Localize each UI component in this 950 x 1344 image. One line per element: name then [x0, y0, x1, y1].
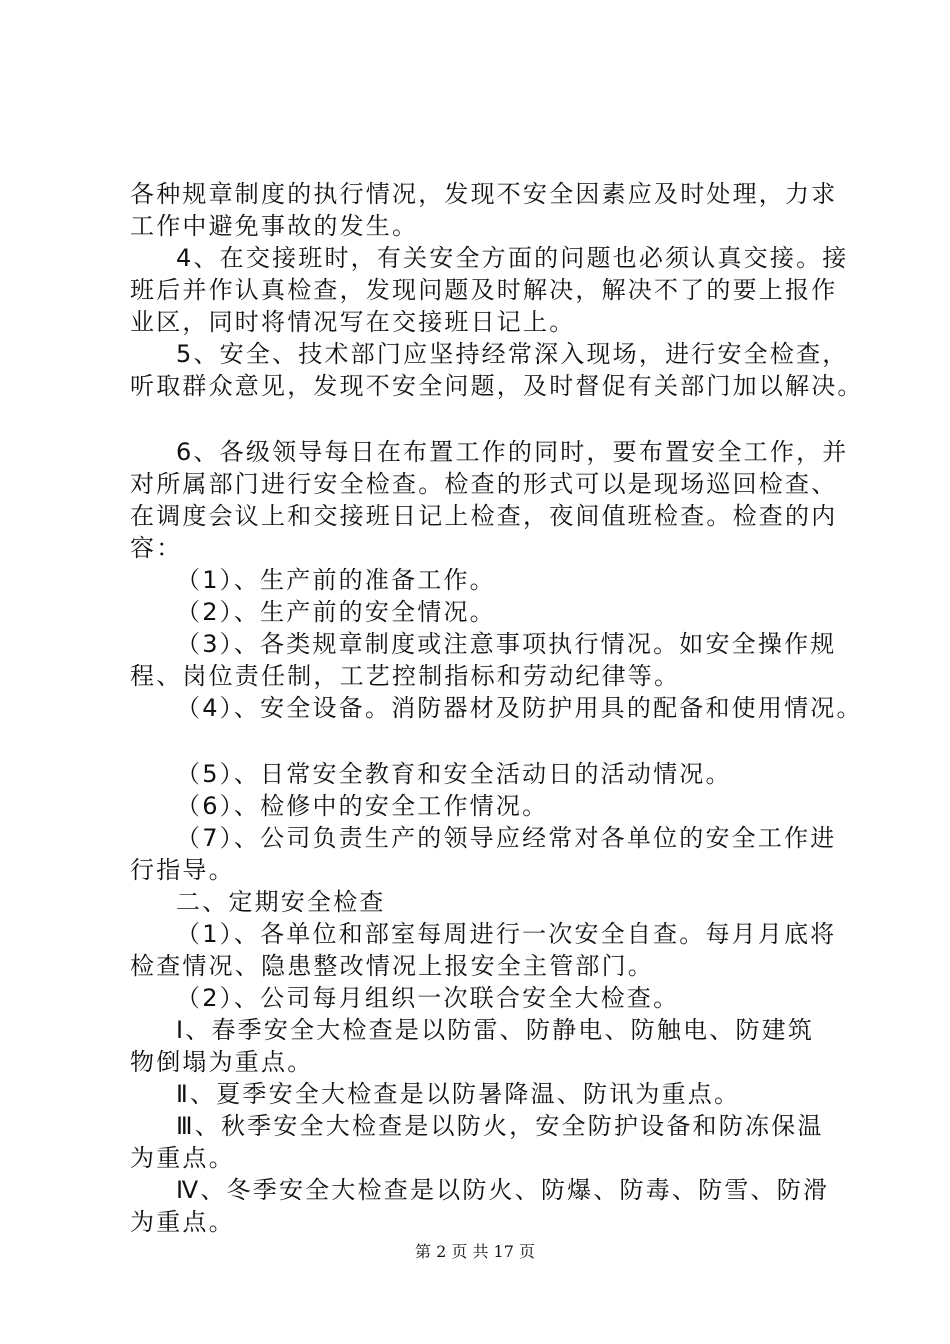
text-line: （2）、公司每月组织一次联合安全大检查。 — [176, 984, 680, 1012]
text-line: 物倒塌为重点。 — [130, 1048, 314, 1076]
text-line: 各种规章制度的执行情况，发现不安全因素应及时处理，力求 — [130, 180, 838, 208]
text-line: 业区，同时将情况写在交接班日记上。 — [130, 308, 576, 336]
text-line: 程、岗位责任制，工艺控制指标和劳动纪律等。 — [130, 662, 681, 690]
text-line: 为重点。 — [130, 1144, 235, 1172]
text-line: Ⅲ、秋季安全大检查是以防火，安全防护设备和防冻保温 — [176, 1112, 824, 1140]
text-line: （2）、生产前的安全情况。 — [176, 598, 496, 626]
text-line: 4、在交接班时，有关安全方面的问题也必须认真交接。接 — [176, 244, 849, 272]
text-line: Ⅳ、冬季安全大检查是以防火、防爆、防毒、防雪、防滑 — [176, 1176, 830, 1204]
text-line: （3）、各类规章制度或注意事项执行情况。如安全操作规 — [176, 630, 837, 658]
text-line: （6）、检修中的安全工作情况。 — [176, 792, 549, 820]
text-line: 为重点。 — [130, 1208, 235, 1236]
text-line: 容： — [130, 534, 183, 562]
section-heading: 二、定期安全检查 — [176, 888, 386, 916]
text-line: 检查情况、隐患整改情况上报安全主管部门。 — [130, 952, 654, 980]
text-line: 行指导。 — [130, 856, 235, 884]
text-line: Ⅱ、夏季安全大检查是以防暑降温、防讯为重点。 — [176, 1080, 741, 1108]
text-line: 工作中避免事故的发生。 — [130, 212, 419, 240]
text-line: 5、安全、技术部门应坚持经常深入现场，进行安全检查， — [176, 340, 849, 368]
text-line: 6、各级领导每日在布置工作的同时，要布置安全工作，并 — [176, 438, 849, 466]
text-line: （1）、生产前的准备工作。 — [176, 566, 496, 594]
text-line: 对所属部门进行安全检查。检查的形式可以是现场巡回检查、 — [130, 470, 838, 498]
text-line: （7）、公司负责生产的领导应经常对各单位的安全工作进 — [176, 824, 837, 852]
text-line: Ⅰ、春季安全大检查是以防雷、防静电、防触电、防建筑 — [176, 1016, 815, 1044]
text-line: 班后并作认真检查，发现问题及时解决，解决不了的要上报作 — [130, 276, 838, 304]
text-line: （5）、日常安全教育和安全活动日的活动情况。 — [176, 760, 732, 788]
text-line: （1）、各单位和部室每周进行一次安全自查。每月月底将 — [176, 920, 837, 948]
text-line: （4）、安全设备。消防器材及防护用具的配备和使用情况。 — [176, 694, 863, 722]
text-line: 在调度会议上和交接班日记上检查，夜间值班检查。检查的内 — [130, 502, 838, 530]
page-number-footer: 第 2 页 共 17 页 — [415, 1242, 535, 1261]
text-line: 听取群众意见，发现不安全问题，及时督促有关部门加以解决。 — [130, 372, 864, 400]
